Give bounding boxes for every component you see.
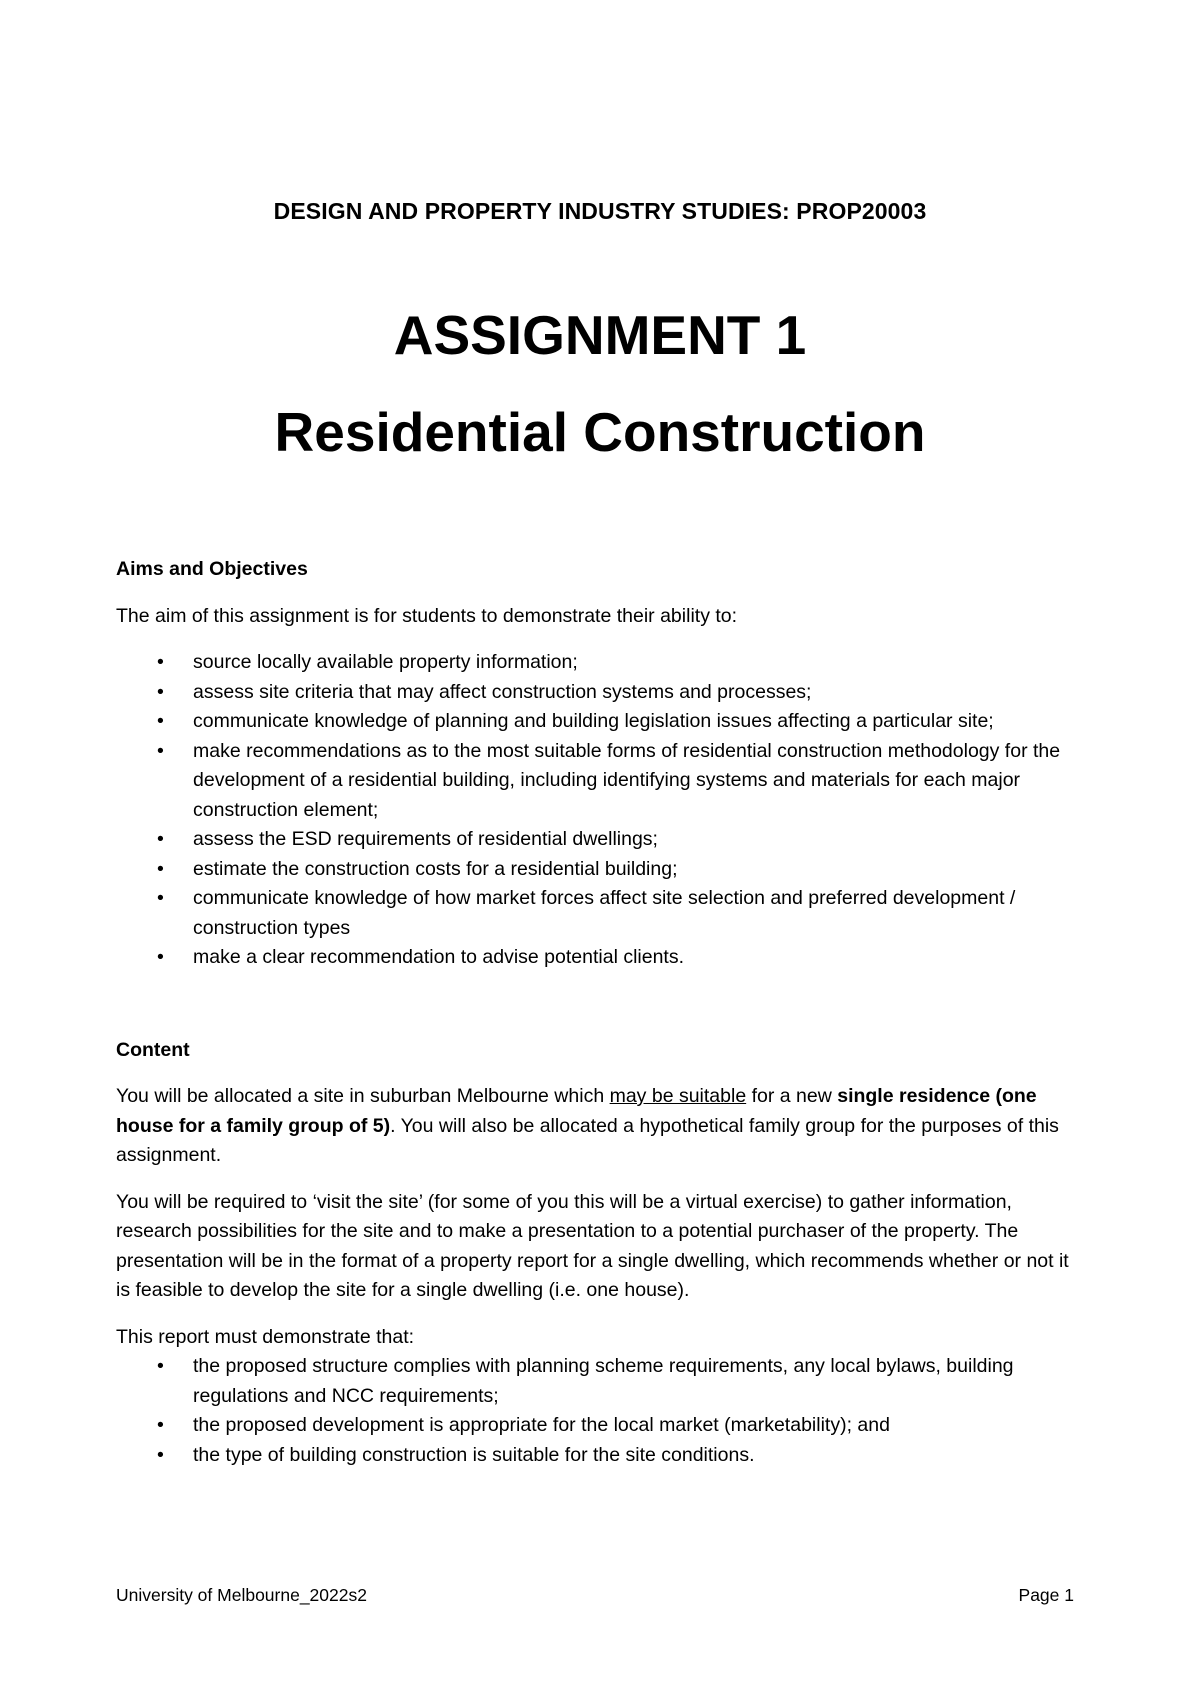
list-item [116, 678, 1076, 708]
assignment-subtitle: Residential Construction [274, 401, 926, 463]
list-item-text: the type of building construction is suitable for the site conditions. [193, 1443, 755, 1466]
aims-heading: Aims and Objectives [116, 558, 308, 580]
bullet-icon: • [157, 710, 164, 732]
list-item-text: the proposed development is appropriate for the local market (marketability); and [193, 1414, 890, 1436]
text-run: for a new [746, 1085, 838, 1107]
list-item [116, 648, 1076, 678]
bullet-icon: • [157, 739, 164, 762]
requirements-list [116, 1352, 1076, 1470]
bullet-icon: • [157, 680, 164, 703]
text-run: You will be allocated a site in suburban Melbourne which [116, 1085, 610, 1107]
list-item [116, 825, 1076, 855]
list-item-text: communicate knowledge of how market forces affect site selection and preferred development / construction types [193, 887, 1016, 939]
list-item [116, 1441, 1076, 1471]
list-item [116, 707, 1076, 737]
list-item-text: assess the ESD requirements of residential dwellings; [193, 828, 658, 850]
underlined-text: may be suitable [609, 1085, 747, 1107]
list-item [116, 943, 1076, 973]
bullet-icon: • [157, 857, 164, 880]
aims-intro: The aim of this assignment is for students to demonstrate their ability to: [116, 604, 738, 627]
bold-text: single residence (one house for a family group of 5) [116, 1085, 1037, 1137]
list-item-text: source locally available property information; [193, 651, 578, 673]
list-item [116, 1352, 1076, 1411]
list-item [116, 737, 1076, 826]
list-item [116, 884, 1076, 943]
bullet-icon: • [157, 887, 164, 909]
bullet-icon: • [157, 1355, 164, 1377]
footer-institution: University of Melbourne_2022s2 [116, 1585, 367, 1605]
list-item-text: communicate knowledge of planning and building legislation issues affecting a particular site; [193, 710, 994, 732]
course-title: DESIGN AND PROPERTY INDUSTRY STUDIES: PROP20003 [273, 198, 927, 224]
bullet-icon: • [157, 1414, 164, 1436]
content-paragraph-3: This report must demonstrate that: [116, 1325, 415, 1348]
aims-list [116, 648, 1076, 973]
bullet-icon: • [157, 651, 164, 673]
bullet-icon: • [157, 946, 164, 968]
list-item [116, 1411, 1076, 1441]
footer-page-number: Page 1 [1018, 1585, 1074, 1605]
assignment-title: ASSIGNMENT 1 [393, 304, 807, 366]
document-body [116, 555, 1076, 1470]
list-item-text: estimate the construction costs for a residential building; [193, 857, 678, 880]
list-item-text: make a clear recommendation to advise potential clients. [193, 946, 685, 968]
list-item [116, 855, 1076, 885]
bullet-icon: • [157, 1443, 164, 1466]
content-paragraph-1 [116, 1082, 1076, 1171]
list-item-text: assess site criteria that may affect construction systems and processes; [193, 680, 812, 703]
bullet-icon: • [157, 828, 164, 850]
list-item-text: make recommendations as to the most suitable forms of residential construction methodology for the development of a residential building, including identifying systems and materials for each major construction element; [193, 739, 1061, 821]
list-item-text: the proposed structure complies with planning scheme requirements, any local bylaws, building regulations and NCC requirements; [193, 1355, 1014, 1407]
content-heading: Content [116, 1038, 190, 1061]
text-run: . You will also be allocated a hypothetical family group for the purposes of this assignment. [116, 1114, 1059, 1166]
content-paragraph-2: You will be required to ‘visit the site’ (for some of you this will be a virtual exercise) to gather information, research possibilities for the site and to make a presentation to a potential purchaser of the property. The presentation will be in the format of a property report for a single dwelling, which recommends whether or not it is feasible to develop the site for a single dwelling (i.e. one house). [116, 1190, 1069, 1301]
